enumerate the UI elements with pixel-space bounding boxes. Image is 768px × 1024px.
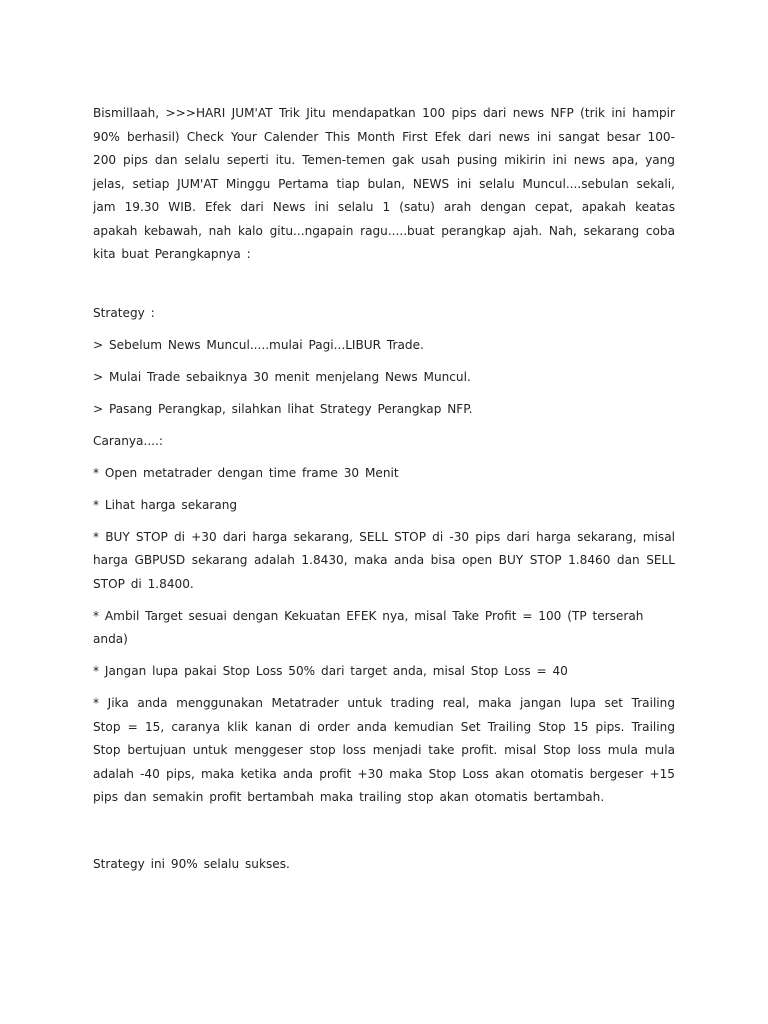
spacer	[93, 267, 675, 302]
strategy-item: > Pasang Perangkap, silahkan lihat Strategy Perangkap NFP.	[93, 401, 473, 416]
step-item: * Lihat harga sekarang	[93, 497, 238, 512]
document-page	[93, 102, 675, 885]
strategy-heading: Strategy :	[93, 305, 155, 320]
strategy-item: > Sebelum News Muncul.....mulai Pagi...LIBUR Trade.	[93, 337, 424, 352]
strategy-item: > Mulai Trade sebaiknya 30 menit menjelang News Muncul.	[93, 369, 471, 384]
step-item: * Jangan lupa pakai Stop Loss 50% dari target anda, misal Stop Loss = 40	[93, 664, 568, 678]
caranya-heading: Caranya....:	[93, 433, 163, 448]
intro-paragraph: Bismillaah, >>>HARI JUM'AT Trik Jitu mendapatkan 100 pips dari news NFP (trik ini hampir 90% berhasil) Check Your Calender This Month First Efek dari news ini sangat besar 100-200 pips dan selalu seperti itu. Temen-temen gak usah pusing mikirin ini news apa, yang jelas, setiap JUM'AT Minggu Pertama tiap bulan, NEWS ini selalu Muncul....sebulan sekali, jam 19.30 WIB. Efek dari News ini selalu 1 (satu) arah dengan cepat, apakah keatas apakah kebawah, nah kalo gitu...ngapain ragu.....buat perangkap ajah. Nah, sekarang coba kita buat Perangkapnya :	[93, 106, 675, 261]
step-item: * Ambil Target sesuai dengan Kekuatan EFEK nya, misal Take Profit = 100 (TP terserah anda)	[93, 608, 644, 646]
step-item: * BUY STOP di +30 dari harga sekarang, SELL STOP di -30 pips dari harga sekarang, misal harga GBPUSD sekarang adalah 1.8430, maka anda bisa open BUY STOP 1.8460 dan SELL STOP di 1.8400.	[93, 529, 675, 591]
step-item: * Open metatrader dengan time frame 30 Menit	[93, 465, 399, 480]
step-item: * Jika anda menggunakan Metatrader untuk trading real, maka jangan lupa set Trailing Stop = 15, caranya klik kanan di order anda kemudian Set Trailing Stop 15 pips. Trailing Stop bertujuan untuk menggeser stop loss menjadi take profit. misal Stop loss mula mula adalah -40 pips, maka ketika anda profit +30 maka Stop Loss akan otomatis bergeser +15 pips dan semakin profit bertambah maka trailing stop akan otomatis bertambah.	[93, 696, 675, 804]
spacer	[93, 818, 675, 853]
closing-line: Strategy ini 90% selalu sukses.	[93, 857, 290, 871]
